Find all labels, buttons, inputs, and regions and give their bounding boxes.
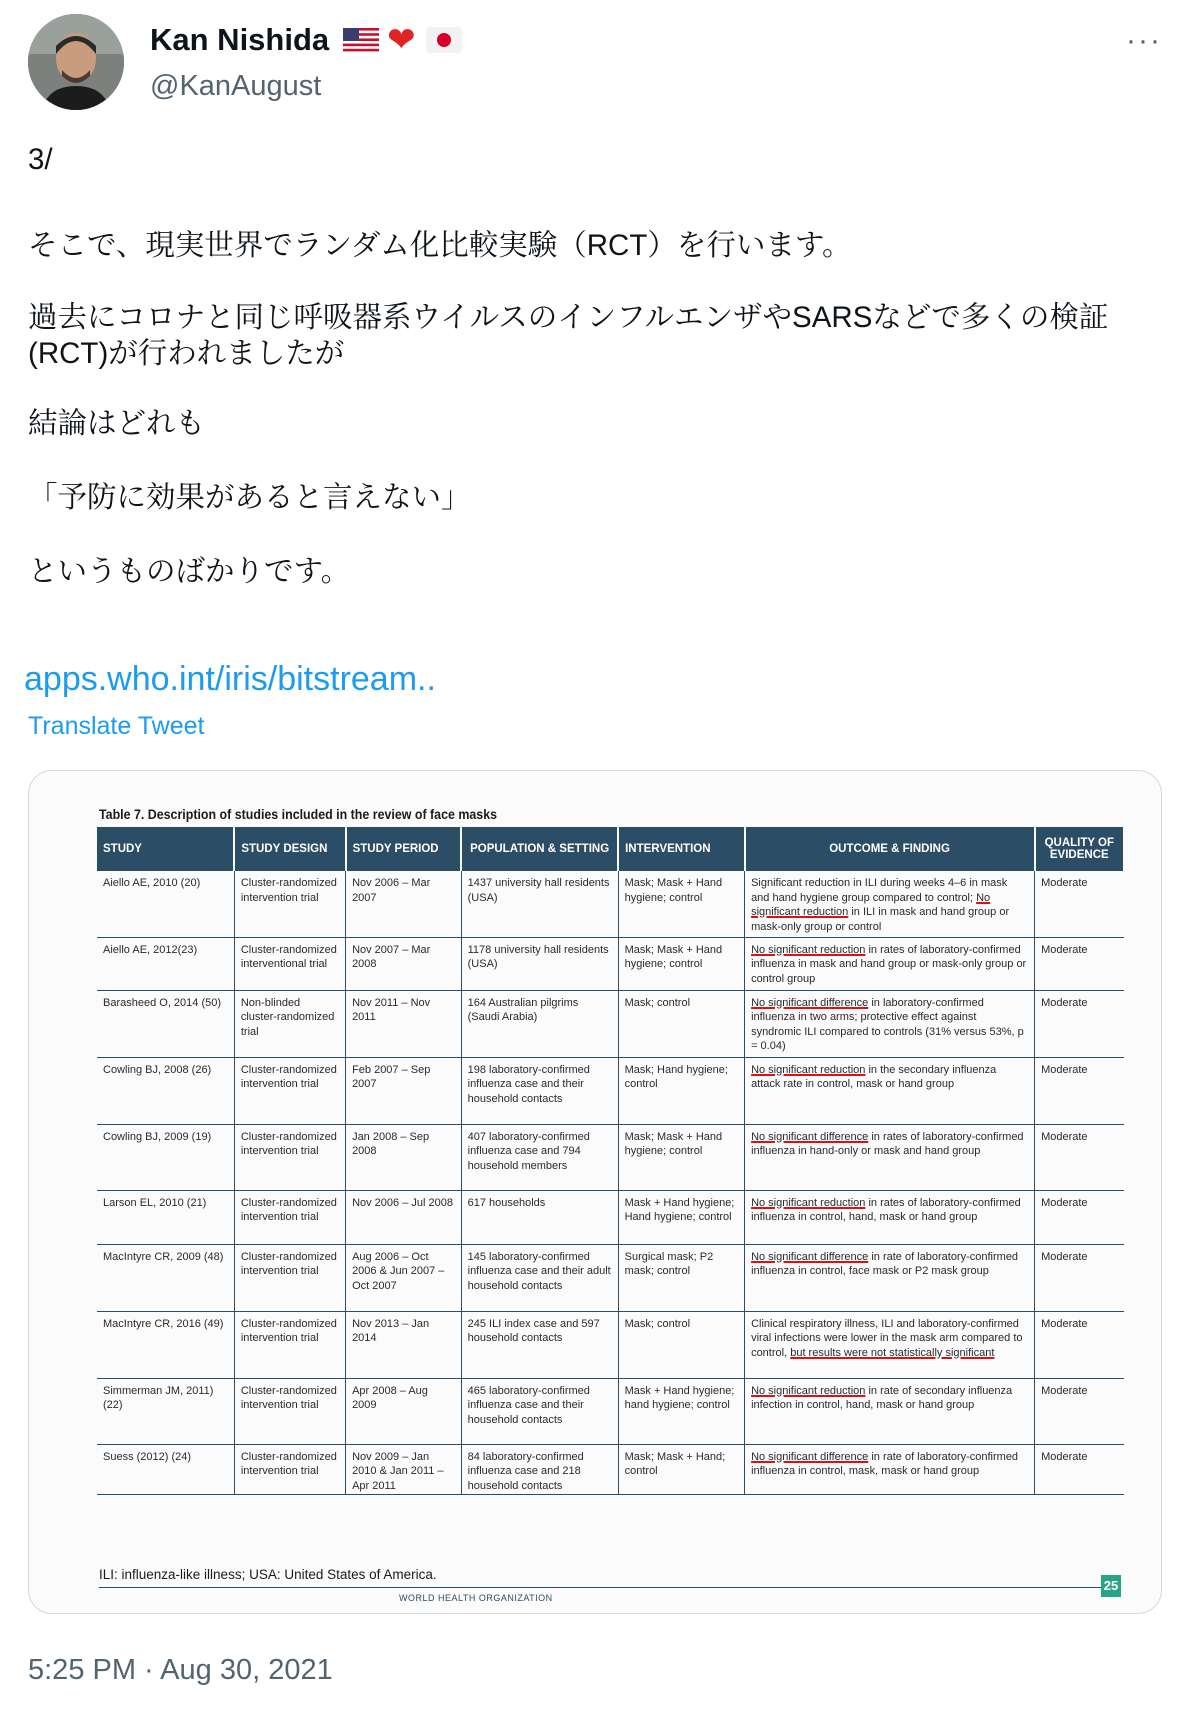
cell-study: Aiello AE, 2012(23) bbox=[97, 937, 234, 990]
tweet-paragraph: 過去にコロナと同じ呼吸器系ウイルスのインフルエンザやSARSなどで多くの検証(RCT)が行われましたが bbox=[28, 301, 1109, 370]
cell-design: Cluster-randomized intervention trial bbox=[234, 871, 345, 937]
publisher-label: WORLD HEALTH ORGANIZATION bbox=[399, 1593, 553, 1603]
column-header: INTERVENTION bbox=[618, 827, 744, 871]
table-footnote: ILI: influenza-like illness; USA: United States of America. bbox=[99, 1567, 437, 1582]
studies-table bbox=[97, 827, 1125, 1495]
cell-quality: Moderate bbox=[1035, 1311, 1124, 1378]
cell-period: Aug 2006 – Oct 2006 & Jun 2007 – Oct 2007 bbox=[346, 1244, 462, 1311]
finding-text: in rate of secondary influenza infection in control, hand, mask or hand group bbox=[751, 1384, 1013, 1411]
attached-image[interactable] bbox=[28, 770, 1162, 1614]
cell-finding bbox=[745, 1444, 1035, 1494]
table-row bbox=[97, 1444, 1124, 1494]
cell-design: Cluster-randomized intervention trial bbox=[234, 1378, 345, 1444]
cell-intervention: Mask; control bbox=[618, 1311, 744, 1378]
cell-period: Nov 2013 – Jan 2014 bbox=[346, 1311, 462, 1378]
finding-text: in ILI in mask and hand group or mask-only group or control bbox=[751, 906, 1010, 933]
cell-quality: Moderate bbox=[1035, 1378, 1124, 1444]
table-title: Table 7. Description of studies included in the review of face masks bbox=[99, 807, 498, 822]
footer-divider bbox=[99, 1587, 1109, 1588]
table-row bbox=[97, 871, 1124, 937]
finding-text: in the secondary influenza attack rate in control, mask or hand group bbox=[751, 1063, 997, 1090]
cell-period: Nov 2011 – Nov 2011 bbox=[346, 990, 462, 1057]
tweet-paragraph: というものばかりです。 bbox=[28, 555, 351, 588]
cell-design: Cluster-randomized intervention trial bbox=[234, 1124, 345, 1190]
japan-flag-icon bbox=[426, 27, 462, 53]
table-row bbox=[97, 1057, 1124, 1124]
tweet-paragraph: 「予防に効果があると言えない」 bbox=[28, 481, 471, 514]
cell-finding bbox=[745, 1190, 1035, 1244]
red-heart-icon: ❤ bbox=[387, 21, 416, 59]
avatar[interactable] bbox=[28, 14, 124, 110]
cell-design: Cluster-randomized intervention trial bbox=[234, 1057, 345, 1124]
tweet-link[interactable]: apps.who.int/iris/bitstream.. bbox=[24, 660, 436, 698]
cell-population: 145 laboratory-confirmed influenza case and their adult household contacts bbox=[461, 1244, 618, 1311]
cell-population: 407 laboratory-confirmed influenza case and 794 household members bbox=[461, 1124, 618, 1190]
cell-finding bbox=[745, 1311, 1035, 1378]
cell-quality: Moderate bbox=[1035, 937, 1124, 990]
highlighted-finding: No significant reduction bbox=[751, 891, 991, 918]
cell-population: 164 Australian pilgrims (Saudi Arabia) bbox=[461, 990, 618, 1057]
highlighted-finding: No significant difference bbox=[751, 1450, 869, 1463]
cell-quality: Moderate bbox=[1035, 1124, 1124, 1190]
cell-intervention: Mask; Mask + Hand; control bbox=[618, 1444, 744, 1494]
cell-intervention: Mask + Hand hygiene; Hand hygiene; control bbox=[618, 1190, 744, 1244]
cell-study: Barasheed O, 2014 (50) bbox=[97, 990, 234, 1057]
cell-period: Nov 2006 – Jul 2008 bbox=[346, 1190, 462, 1244]
cell-period: Jan 2008 – Sep 2008 bbox=[346, 1124, 462, 1190]
cell-study: Cowling BJ, 2008 (26) bbox=[97, 1057, 234, 1124]
column-header: POPULATION & SETTING bbox=[461, 827, 618, 871]
cell-period: Nov 2007 – Mar 2008 bbox=[346, 937, 462, 990]
cell-intervention: Mask; control bbox=[618, 990, 744, 1057]
cell-finding bbox=[745, 990, 1035, 1057]
finding-text: in rate of laboratory-confirmed influenza in control, face mask or P2 mask group bbox=[751, 1250, 1019, 1277]
finding-text: in rates of laboratory-confirmed influenza in mask and hand group or mask-only group or control group bbox=[751, 943, 1027, 985]
cell-design: Cluster-randomized intervention trial bbox=[234, 1311, 345, 1378]
cell-finding bbox=[745, 937, 1035, 990]
highlighted-finding: No significant difference bbox=[751, 1250, 869, 1263]
finding-text: in rate of laboratory-confirmed influenza in control, mask, mask or hand group bbox=[751, 1450, 1019, 1477]
table-row bbox=[97, 1190, 1124, 1244]
highlighted-finding: No significant reduction bbox=[751, 943, 866, 956]
cell-quality: Moderate bbox=[1035, 990, 1124, 1057]
cell-quality: Moderate bbox=[1035, 1190, 1124, 1244]
translate-tweet-button[interactable]: Translate Tweet bbox=[28, 712, 205, 740]
column-header: STUDY DESIGN bbox=[234, 827, 345, 871]
cell-population: 198 laboratory-confirmed influenza case and their household contacts bbox=[461, 1057, 618, 1124]
cell-period: Feb 2007 – Sep 2007 bbox=[346, 1057, 462, 1124]
cell-study: MacIntyre CR, 2009 (48) bbox=[97, 1244, 234, 1311]
cell-population: 617 households bbox=[461, 1190, 618, 1244]
column-header: QUALITY OF EVIDENCE bbox=[1035, 827, 1124, 871]
cell-design: Cluster-randomized intervention trial bbox=[234, 1244, 345, 1311]
cell-intervention: Mask; Hand hygiene; control bbox=[618, 1057, 744, 1124]
cell-finding bbox=[745, 1244, 1035, 1311]
table-row bbox=[97, 1378, 1124, 1444]
cell-quality: Moderate bbox=[1035, 871, 1124, 937]
author-name[interactable]: Kan Nishida bbox=[150, 22, 330, 57]
table-row bbox=[97, 990, 1124, 1057]
highlighted-finding: No significant difference bbox=[751, 1130, 869, 1143]
highlighted-finding: No significant reduction bbox=[751, 1196, 866, 1209]
cell-intervention: Mask + Hand hygiene; hand hygiene; control bbox=[618, 1378, 744, 1444]
cell-period: Nov 2009 – Jan 2010 & Jan 2011 – Apr 2011 bbox=[346, 1444, 462, 1494]
finding-text: Significant reduction in ILI during weeks 4–6 in mask and hand hygiene group compared to control; bbox=[751, 877, 1008, 904]
cell-intervention: Surgical mask; P2 mask; control bbox=[618, 1244, 744, 1311]
cell-population: 465 laboratory-confirmed influenza case and their household contacts bbox=[461, 1378, 618, 1444]
table-row bbox=[97, 937, 1124, 990]
cell-study: Aiello AE, 2010 (20) bbox=[97, 871, 234, 937]
cell-population: 84 laboratory-confirmed influenza case and 218 household contacts bbox=[461, 1444, 618, 1494]
table-row bbox=[97, 1311, 1124, 1378]
finding-text: in rates of laboratory-confirmed influenza in control, hand, mask or hand group bbox=[751, 1196, 1021, 1223]
cell-finding bbox=[745, 1057, 1035, 1124]
us-flag-icon bbox=[343, 28, 379, 52]
cell-design: Non-blinded cluster-randomized trial bbox=[234, 990, 345, 1057]
cell-period: Apr 2008 – Aug 2009 bbox=[346, 1378, 462, 1444]
table-header-row bbox=[97, 827, 1124, 871]
cell-intervention: Mask; Mask + Hand hygiene; control bbox=[618, 871, 744, 937]
cell-design: Cluster-randomized intervention trial bbox=[234, 1190, 345, 1244]
author-handle[interactable]: @KanAugust bbox=[150, 70, 322, 102]
column-header: STUDY PERIOD bbox=[346, 827, 462, 871]
finding-text: in laboratory-confirmed influenza in two arms; protective effect against syndromic ILI compared to controls (31% versus 53%, p = 0.04) bbox=[751, 996, 1024, 1052]
cell-finding bbox=[745, 871, 1035, 937]
cell-quality: Moderate bbox=[1035, 1057, 1124, 1124]
cell-study: Simmerman JM, 2011) (22) bbox=[97, 1378, 234, 1444]
column-header: STUDY bbox=[97, 827, 234, 871]
cell-study: Suess (2012) (24) bbox=[97, 1444, 234, 1494]
cell-population: 1437 university hall residents (USA) bbox=[461, 871, 618, 937]
highlighted-finding: No significant difference bbox=[751, 996, 869, 1009]
cell-study: Cowling BJ, 2009 (19) bbox=[97, 1124, 234, 1190]
tweet-paragraph: 結論はどれも bbox=[28, 407, 206, 440]
highlighted-finding: No significant reduction bbox=[751, 1384, 866, 1397]
table-row bbox=[97, 1124, 1124, 1190]
cell-finding bbox=[745, 1124, 1035, 1190]
cell-intervention: Mask; Mask + Hand hygiene; control bbox=[618, 937, 744, 990]
cell-study: MacIntyre CR, 2016 (49) bbox=[97, 1311, 234, 1378]
highlighted-finding: No significant reduction bbox=[751, 1063, 866, 1076]
cell-design: Cluster-randomized interventional trial bbox=[234, 937, 345, 990]
tweet-timestamp[interactable]: 5:25 PM · Aug 30, 2021 bbox=[28, 1654, 333, 1686]
cell-population: 245 ILI index case and 597 household contacts bbox=[461, 1311, 618, 1378]
finding-text: Clinical respiratory illness, ILI and laboratory-confirmed viral infections were lower in the mask arm compared to control, bbox=[751, 1317, 1023, 1359]
cell-intervention: Mask; Mask + Hand hygiene; control bbox=[618, 1124, 744, 1190]
cell-population: 1178 university hall residents (USA) bbox=[461, 937, 618, 990]
more-options-icon[interactable]: ··· bbox=[1126, 24, 1162, 57]
tweet-paragraph: 3/ bbox=[28, 143, 53, 176]
cell-quality: Moderate bbox=[1035, 1444, 1124, 1494]
page-number: 25 bbox=[1101, 1575, 1121, 1597]
cell-finding bbox=[745, 1378, 1035, 1444]
cell-design: Cluster-randomized intervention trial bbox=[234, 1444, 345, 1494]
column-header: OUTCOME & FINDING bbox=[745, 827, 1035, 871]
highlighted-finding: but results were not statistically significant bbox=[790, 1346, 995, 1359]
finding-text: in rates of laboratory-confirmed influenza in hand-only or mask and hand group bbox=[751, 1130, 1024, 1157]
table-row bbox=[97, 1244, 1124, 1311]
cell-quality: Moderate bbox=[1035, 1244, 1124, 1311]
tweet-header bbox=[28, 14, 1162, 114]
tweet-paragraph: そこで、現実世界でランダム化比較実験（RCT）を行います。 bbox=[28, 229, 852, 262]
cell-period: Nov 2006 – Mar 2007 bbox=[346, 871, 462, 937]
cell-study: Larson EL, 2010 (21) bbox=[97, 1190, 234, 1244]
tweet-text bbox=[28, 140, 1168, 592]
